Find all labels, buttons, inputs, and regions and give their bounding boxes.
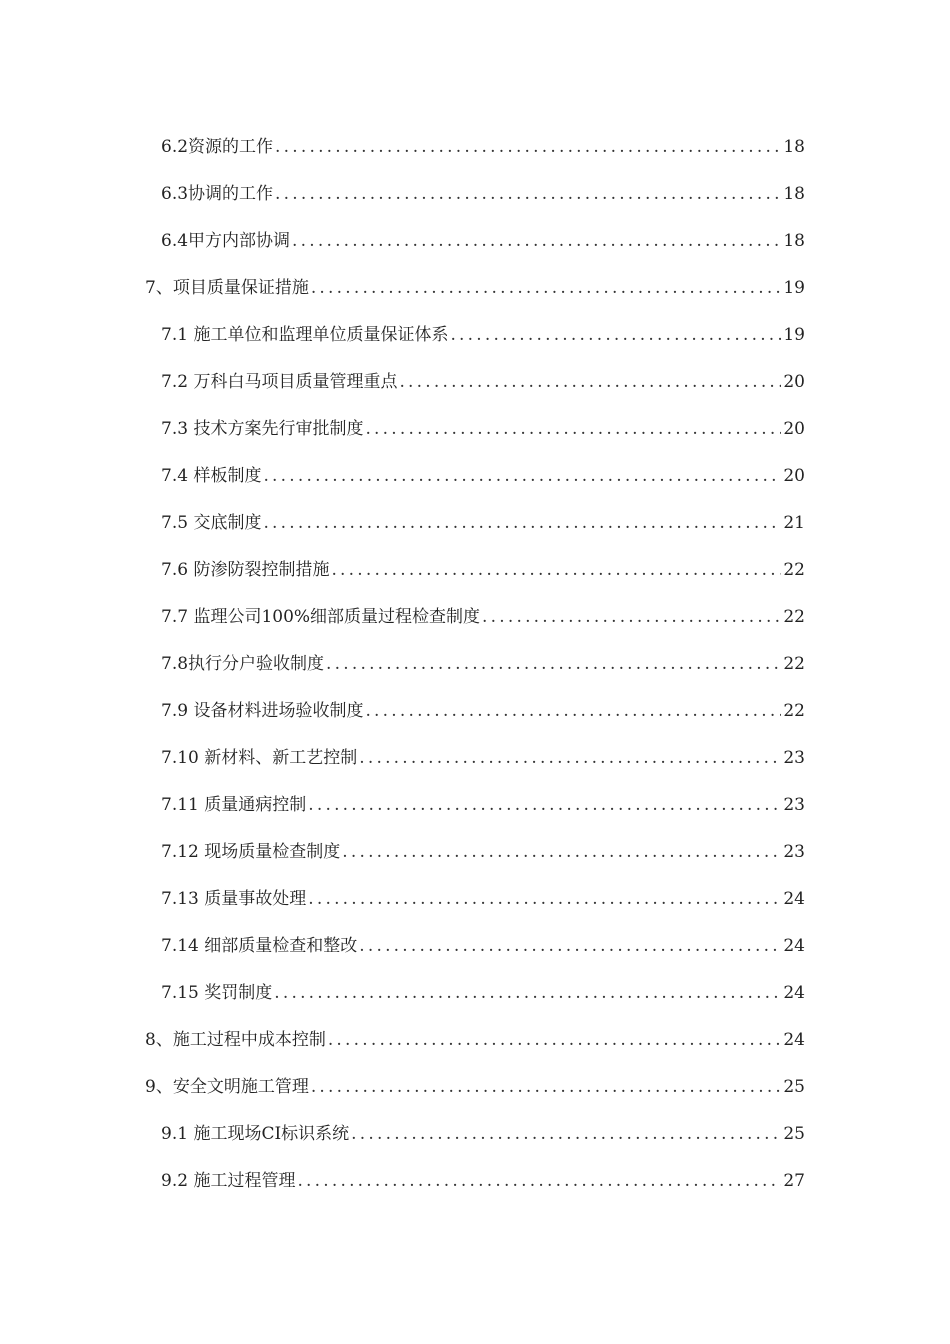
toc-entry[interactable] — [0, 828, 805, 875]
toc-dot-leader — [274, 978, 781, 1008]
toc-dot-leader — [297, 1166, 781, 1196]
toc-dot-leader — [450, 320, 781, 350]
toc-entry-title: 6.2资源的工作 — [161, 136, 274, 157]
toc-dot-leader — [365, 696, 781, 726]
toc-entry[interactable] — [0, 170, 805, 217]
toc-entry-title: 6.3协调的工作 — [161, 183, 274, 204]
toc-entry-title: 7.13 质量事故处理 — [161, 888, 307, 909]
toc-entry[interactable] — [0, 499, 805, 546]
toc-page-number: 21 — [783, 512, 805, 533]
table-of-contents — [0, 123, 950, 1204]
toc-page-number: 24 — [783, 1029, 805, 1050]
toc-entry-title: 8、施工过程中成本控制 — [145, 1029, 326, 1050]
toc-entry[interactable] — [0, 969, 805, 1016]
toc-entry-title: 7.7 监理公司100%细部质量过程检查制度 — [161, 606, 481, 627]
toc-entry[interactable] — [0, 452, 805, 499]
toc-page-number: 20 — [783, 465, 805, 486]
toc-page-number: 22 — [783, 653, 805, 674]
toc-entry-title: 9、安全文明施工管理 — [145, 1076, 309, 1097]
toc-entry-title: 9.2 施工过程管理 — [161, 1170, 296, 1191]
toc-page-number: 20 — [783, 371, 805, 392]
toc-entry-title: 7.3 技术方案先行审批制度 — [161, 418, 364, 439]
toc-entry[interactable] — [0, 546, 805, 593]
toc-entry-title: 7.11 质量通病控制 — [161, 794, 307, 815]
toc-entry[interactable] — [0, 640, 805, 687]
toc-dot-leader — [342, 837, 781, 867]
toc-page-number: 27 — [783, 1170, 805, 1191]
toc-entry[interactable] — [0, 781, 805, 828]
toc-entry[interactable] — [0, 358, 805, 405]
toc-dot-leader — [311, 1072, 782, 1102]
toc-entry-title: 7.6 防渗防裂控制措施 — [161, 559, 330, 580]
toc-entry[interactable] — [0, 1157, 805, 1204]
toc-entry-title: 7.4 样板制度 — [161, 465, 262, 486]
toc-dot-leader — [365, 414, 781, 444]
toc-page-number: 19 — [783, 277, 805, 298]
toc-page-number: 22 — [783, 559, 805, 580]
toc-page-number: 23 — [783, 794, 805, 815]
toc-entry[interactable] — [0, 1063, 805, 1110]
toc-entry[interactable] — [0, 264, 805, 311]
toc-dot-leader — [326, 649, 781, 679]
toc-dot-leader — [482, 602, 781, 632]
toc-dot-leader — [359, 743, 781, 773]
toc-entry-title: 7.9 设备材料进场验收制度 — [161, 700, 364, 721]
toc-dot-leader — [351, 1119, 781, 1149]
toc-dot-leader — [331, 555, 781, 585]
toc-page-number: 22 — [783, 700, 805, 721]
toc-page-number: 25 — [783, 1076, 805, 1097]
toc-dot-leader — [275, 132, 781, 162]
toc-dot-leader — [399, 367, 781, 397]
toc-entry-title: 7.14 细部质量检查和整改 — [161, 935, 358, 956]
toc-page-number: 23 — [783, 841, 805, 862]
toc-entry-title: 7.15 奖罚制度 — [161, 982, 273, 1003]
toc-dot-leader — [328, 1025, 782, 1055]
toc-entry[interactable] — [0, 405, 805, 452]
toc-entry[interactable] — [0, 734, 805, 781]
toc-entry-title: 7.12 现场质量检查制度 — [161, 841, 341, 862]
toc-page-number: 20 — [783, 418, 805, 439]
toc-page-number: 18 — [783, 136, 805, 157]
toc-page-number: 22 — [783, 606, 805, 627]
toc-entry[interactable] — [0, 875, 805, 922]
toc-page-number: 18 — [783, 183, 805, 204]
toc-dot-leader — [308, 790, 781, 820]
toc-entry[interactable] — [0, 1016, 805, 1063]
toc-entry-title: 7、项目质量保证措施 — [145, 277, 309, 298]
toc-entry-title: 9.1 施工现场CI标识系统 — [161, 1123, 350, 1144]
toc-entry[interactable] — [0, 593, 805, 640]
toc-dot-leader — [275, 179, 781, 209]
toc-dot-leader — [292, 226, 781, 256]
toc-entry-title: 7.2 万科白马项目质量管理重点 — [161, 371, 398, 392]
toc-page-number: 24 — [783, 888, 805, 909]
toc-page-number: 25 — [783, 1123, 805, 1144]
toc-entry[interactable] — [0, 217, 805, 264]
toc-dot-leader — [308, 884, 781, 914]
toc-entry[interactable] — [0, 1110, 805, 1157]
toc-dot-leader — [263, 508, 781, 538]
toc-entry-title: 7.10 新材料、新工艺控制 — [161, 747, 358, 768]
toc-dot-leader — [311, 273, 782, 303]
toc-page-number: 18 — [783, 230, 805, 251]
toc-entry-title: 7.8执行分户验收制度 — [161, 653, 325, 674]
toc-entry[interactable] — [0, 687, 805, 734]
toc-entry-title: 6.4甲方内部协调 — [161, 230, 291, 251]
toc-dot-leader — [359, 931, 781, 961]
toc-entry[interactable] — [0, 311, 805, 358]
toc-page-number: 24 — [783, 935, 805, 956]
toc-entry[interactable] — [0, 123, 805, 170]
toc-page-number: 24 — [783, 982, 805, 1003]
toc-entry-title: 7.1 施工单位和监理单位质量保证体系 — [161, 324, 449, 345]
toc-entry[interactable] — [0, 922, 805, 969]
toc-entry-title: 7.5 交底制度 — [161, 512, 262, 533]
toc-dot-leader — [263, 461, 781, 491]
toc-page-number: 23 — [783, 747, 805, 768]
toc-page-number: 19 — [783, 324, 805, 345]
